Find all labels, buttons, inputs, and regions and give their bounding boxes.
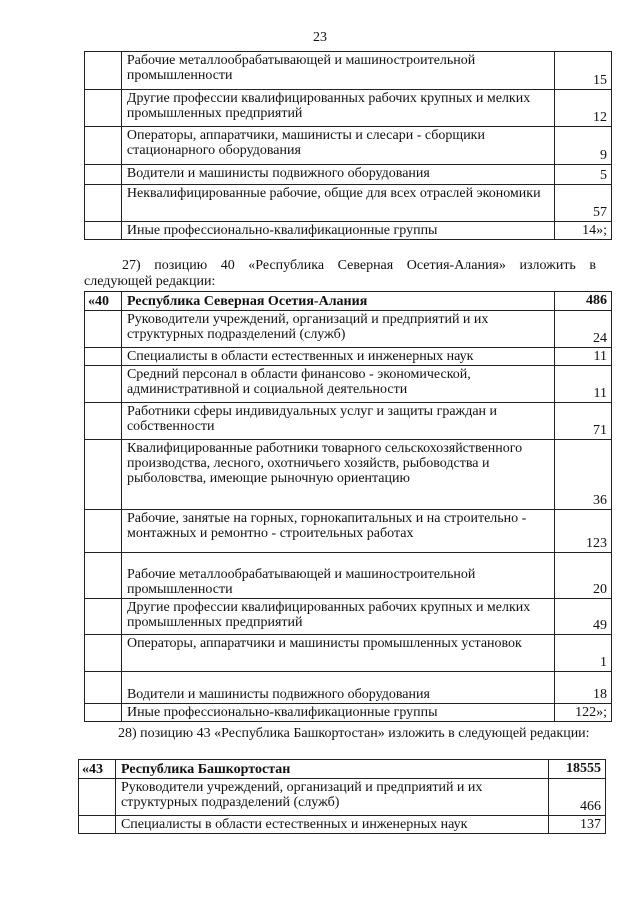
table-row (85, 127, 612, 165)
row-name-cell: Водители и машинисты подвижного оборудования (121, 672, 554, 704)
row-value-cell: 123 (555, 510, 612, 553)
position-number: «40 (85, 292, 122, 311)
table-row (85, 510, 612, 553)
row-value-cell: 5 (555, 165, 612, 185)
row-number-cell (85, 165, 122, 185)
row-number-cell (85, 311, 122, 348)
table-continuation (84, 51, 612, 240)
table-row (85, 599, 612, 635)
table-row (85, 440, 612, 510)
row-number-cell (85, 185, 122, 222)
paragraph-28 (80, 726, 596, 742)
table-row (85, 704, 612, 722)
row-name-cell: Другие профессии квалифицированных рабочих крупных и мелких промышленных предприятий (121, 90, 554, 127)
row-value-cell: 12 (555, 90, 612, 127)
row-value-cell: 15 (555, 52, 612, 90)
row-name-cell: Другие профессии квалифицированных рабочих крупных и мелких промышленных предприятий (121, 599, 554, 635)
row-value-cell: 466 (549, 779, 606, 816)
row-value-cell: 122»; (555, 704, 612, 722)
row-name-cell: Неквалифицированные рабочие, общие для всех отраслей экономики (121, 185, 554, 222)
row-number-cell (85, 403, 122, 440)
row-value-cell: 18 (555, 672, 612, 704)
row-name-cell: Квалифицированные работники товарного сельскохозяйственного производства, лесного, охотничьего хозяйств, рыбоводства и рыболовства, имеющие рыночную ориентацию (121, 440, 554, 510)
region-total: 18555 (549, 760, 606, 779)
table-row (85, 311, 612, 348)
row-name-cell: Специалисты в области естественных и инженерных наук (121, 348, 554, 366)
row-number-cell (79, 816, 116, 834)
row-value-cell: 49 (555, 599, 612, 635)
row-number-cell (85, 635, 122, 672)
table-row (79, 816, 606, 834)
row-number-cell (85, 222, 122, 240)
region-total: 486 (555, 292, 612, 311)
row-value-cell: 57 (555, 185, 612, 222)
row-number-cell (85, 348, 122, 366)
row-name-cell: Рабочие металлообрабатывающей и машиностроительной промышленности (121, 52, 554, 90)
row-value-cell: 1 (555, 635, 612, 672)
row-number-cell (85, 599, 122, 635)
row-value-cell: 11 (555, 348, 612, 366)
row-value-cell: 20 (555, 553, 612, 599)
row-number-cell (79, 779, 116, 816)
table-row (85, 635, 612, 672)
table-row (85, 366, 612, 403)
page-number: 23 (313, 30, 327, 45)
row-name-cell: Иные профессионально-квалификационные группы (121, 222, 554, 240)
paragraph-28-text: 28) позицию 43 «Республика Башкортостан» изложить в следующей редакции: (118, 726, 590, 741)
region-name: Республика Башкортостан (115, 760, 548, 779)
table-position-43 (78, 759, 606, 834)
row-name-cell: Средний персонал в области финансово - экономической, административной и социальной деятельности (121, 366, 554, 403)
row-value-cell: 71 (555, 403, 612, 440)
table-row (79, 779, 606, 816)
row-number-cell (85, 127, 122, 165)
row-name-cell: Руководители учреждений, организаций и предприятий и их структурных подразделений (служб) (121, 311, 554, 348)
table-row (85, 672, 612, 704)
row-value-cell: 24 (555, 311, 612, 348)
row-number-cell (85, 704, 122, 722)
row-name-cell: Иные профессионально-квалификационные группы (121, 704, 554, 722)
row-value-cell: 36 (555, 440, 612, 510)
row-number-cell (85, 52, 122, 90)
table-row (85, 222, 612, 240)
row-number-cell (85, 366, 122, 403)
paragraph-27 (84, 258, 596, 290)
row-name-cell: Операторы, аппаратчики, машинисты и слесари - сборщики стационарного оборудования (121, 127, 554, 165)
region-name: Республика Северная Осетия-Алания (121, 292, 554, 311)
row-value-cell: 14»; (555, 222, 612, 240)
table-row (85, 165, 612, 185)
row-name-cell: Работники сферы индивидуальных услуг и защиты граждан и собственности (121, 403, 554, 440)
row-value-cell: 9 (555, 127, 612, 165)
paragraph-27-text: 27) позицию 40 «Республика Северная Осетия-Алания» изложить в следующей редакции: (84, 258, 596, 289)
row-name-cell: Операторы, аппаратчики и машинисты промышленных установок (121, 635, 554, 672)
row-number-cell (85, 510, 122, 553)
row-value-cell: 11 (555, 366, 612, 403)
table-row (85, 185, 612, 222)
table-row (85, 348, 612, 366)
row-name-cell: Специалисты в области естественных и инженерных наук (115, 816, 548, 834)
position-number: «43 (79, 760, 116, 779)
table-row (85, 90, 612, 127)
row-name-cell: Руководители учреждений, организаций и предприятий и их структурных подразделений (служб) (115, 779, 548, 816)
table-position-40 (84, 291, 612, 722)
table-row (85, 553, 612, 599)
row-number-cell (85, 440, 122, 510)
row-name-cell: Водители и машинисты подвижного оборудования (121, 165, 554, 185)
table-row (85, 403, 612, 440)
row-name-cell: Рабочие, занятые на горных, горнокапитальных и на строительно - монтажных и ремонтно - строительных работах (121, 510, 554, 553)
table-header-row (85, 292, 612, 311)
row-value-cell: 137 (549, 816, 606, 834)
table-row (85, 52, 612, 90)
row-name-cell: Рабочие металлообрабатывающей и машиностроительной промышленности (121, 553, 554, 599)
row-number-cell (85, 672, 122, 704)
row-number-cell (85, 90, 122, 127)
table-header-row (79, 760, 606, 779)
row-number-cell (85, 553, 122, 599)
